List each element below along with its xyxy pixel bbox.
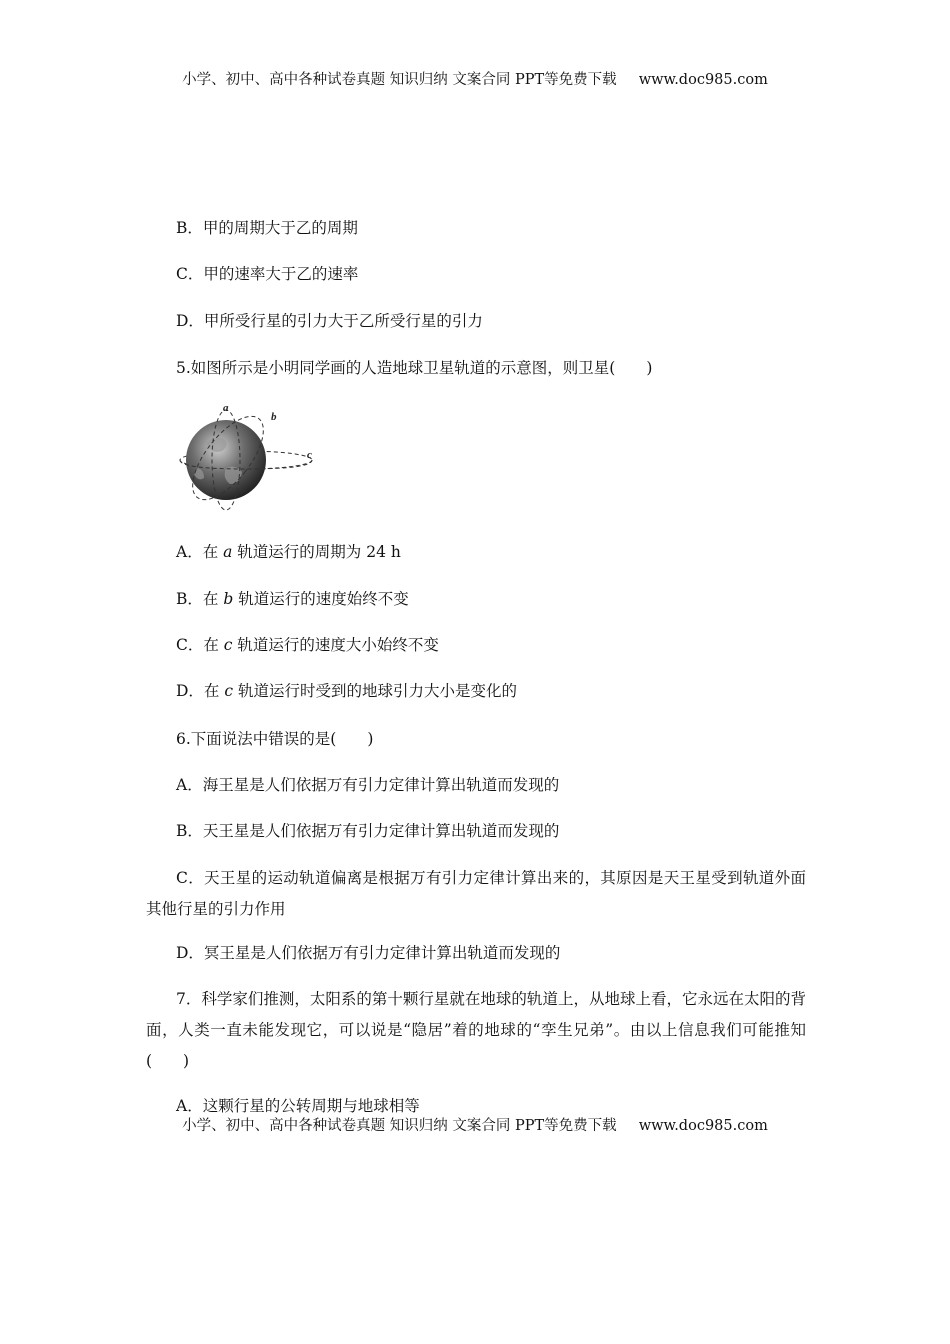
q5-stem: 5.如图所示是小明同学画的人造地球卫星轨道的示意图，则卫星( ) xyxy=(176,359,653,377)
q6-option-a: A．海王星是人们依据万有引力定律计算出轨道而发现的 xyxy=(176,776,560,794)
satellite-orbit-figure xyxy=(176,398,321,516)
q6-option-d: D．冥王星是人们依据万有引力定律计算出轨道而发现的 xyxy=(176,944,561,962)
q4-option-c: C．甲的速率大于乙的速率 xyxy=(176,265,359,283)
q7-stem: 7．科学家们推测，太阳系的第十颗行星就在地球的轨道上，从地球上看，它永远在太阳的背面，人类一直未能发现它，可以说是“隐居”着的地球的“孪生兄弟”。由以上信息我们可能推知( ) xyxy=(146,990,806,1070)
q5-option-d: D．在 c 轨道运行时受到的地球引力大小是变化的 xyxy=(176,682,517,700)
q6-stem: 6.下面说法中错误的是( ) xyxy=(176,730,374,748)
page-header xyxy=(0,68,950,89)
label-c: c xyxy=(307,449,312,461)
q7-option-a: A．这颗行星的公转周期与地球相等 xyxy=(176,1097,420,1115)
header-text: 小学、初中、高中各种试卷真题 知识归纳 文案合同 PPT等免费下载 xyxy=(182,72,617,88)
q6-option-b: B．天王星是人们依据万有引力定律计算出轨道而发现的 xyxy=(176,822,560,840)
q6-option-c: C．天王星的运动轨道偏离是根据万有引力定律计算出来的，其原因是天王星受到轨道外面其他行星的引力作用 xyxy=(146,869,806,918)
q4-option-b: B．甲的周期大于乙的周期 xyxy=(176,219,358,237)
label-b: b xyxy=(271,411,277,423)
header-url: www.doc985.com xyxy=(638,72,768,88)
q5-option-c: C．在 c 轨道运行的速度大小始终不变 xyxy=(176,636,439,654)
footer-text: 小学、初中、高中各种试卷真题 知识归纳 文案合同 PPT等免费下载 xyxy=(182,1118,617,1134)
q4-option-d: D．甲所受行星的引力大于乙所受行星的引力 xyxy=(176,312,483,330)
page-footer xyxy=(0,1114,950,1135)
footer-url: www.doc985.com xyxy=(638,1118,768,1134)
q5-option-b: B．在 b 轨道运行的速度始终不变 xyxy=(176,590,409,608)
earth-globe xyxy=(186,420,266,500)
label-a: a xyxy=(223,402,229,414)
q5-option-a: A．在 a 轨道运行的周期为 24 h xyxy=(176,543,401,561)
